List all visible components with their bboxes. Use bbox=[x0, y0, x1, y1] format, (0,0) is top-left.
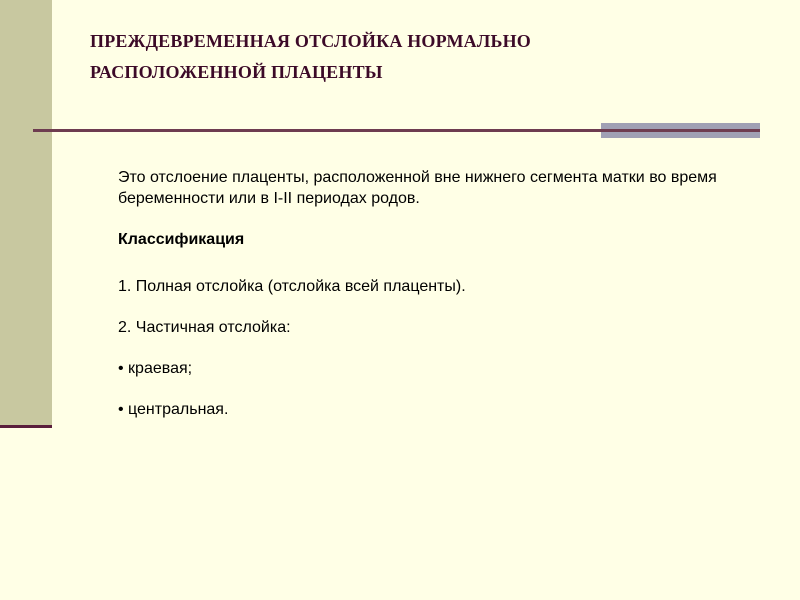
list-item: • центральная. bbox=[118, 401, 229, 418]
left-decorative-bar bbox=[0, 0, 52, 427]
definition-text: Это отслоение плаценты, расположенной вне нижнего сегмента матки во время беременности или в I-II периодах родов. bbox=[118, 169, 717, 207]
left-bar-underline bbox=[0, 425, 52, 428]
classification-heading: Классификация bbox=[118, 231, 245, 248]
slide-title-line-1: ПРЕЖДЕВРЕМЕННАЯ ОТСЛОЙКА НОРМАЛЬНО bbox=[90, 31, 531, 51]
list-item: • краевая; bbox=[118, 360, 193, 377]
list-item: 2. Частичная отслойка: bbox=[118, 319, 291, 336]
title-divider-accent-line bbox=[601, 129, 760, 132]
slide-content bbox=[118, 167, 738, 420]
slide-title bbox=[90, 26, 750, 88]
slide-title-line-2: РАСПОЛОЖЕННОЙ ПЛАЦЕНТЫ bbox=[90, 62, 383, 82]
title-divider-line bbox=[33, 129, 601, 132]
list-item: 1. Полная отслойка (отслойка всей плаценты). bbox=[118, 278, 466, 295]
